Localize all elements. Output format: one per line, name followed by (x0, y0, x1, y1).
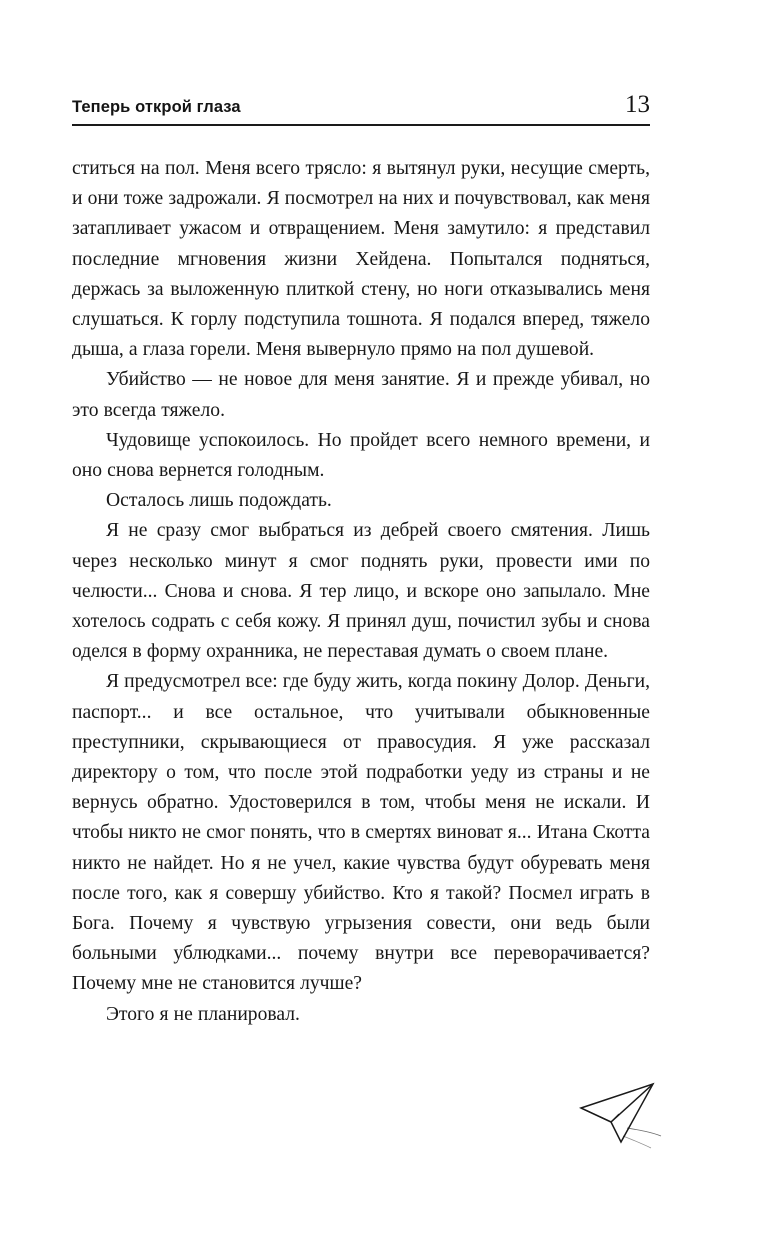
page-number: 13 (625, 91, 650, 118)
paragraph: ститься на пол. Меня всего трясло: я вытянул руки, несущие смерть, и они тоже задрожали. Я посмотрел на них и почувствовал, как меня затапливает ужасом и отвращением. Меня замутило: я представил последние мгновения жизни Хейдена. Попытался подняться, держась за выложенную плиткой стену, но ноги отказывались меня слушаться. К горлу подступила тошнота. Я подался вперед, тяжело дыша, а глаза горели. Меня вывернуло прямо на пол душевой. (72, 158, 650, 361)
paragraph: Я не сразу смог выбраться из дебрей своего смятения. Лишь через несколько минут я смог поднять руки, провести ими по челюсти... Снова и снова. Я тер лицо, и вскоре оно запылало. Мне хотелось содрать с себя кожу. Я принял душ, почистил зубы и снова оделся в форму охранника, не переставая думать о своем плане. (72, 520, 650, 663)
paper-plane-ornament (575, 1078, 690, 1158)
paragraph: Осталось лишь подождать. (106, 490, 332, 512)
paragraph: Чудовище успокоилось. Но пройдет всего немного времени, и оно снова вернется голодным. (72, 429, 650, 482)
header-divider (72, 124, 650, 126)
paragraph: Я предусмотрел все: где буду жить, когда покину Долор. Деньги, паспорт... и все остальное, что учитывали обыкновенные преступники, скрывающиеся от правосудия. Я уже рассказал директору о том, что после этой подработки уеду из страны и не вернусь обратно. Удостоверился в том, чтобы меня не искали. И чтобы никто не смог понять, что в смертях виноват я... Итана Скотта никто не найдет. Но я не учел, какие чувства будут обуревать меня после того, как я совершу убийство. Кто я такой? Посмел играть в Бога. Почему я чувствую угрызения совести, они ведь были больными ублюдками... почему внутри все переворачивается? Почему мне не становится лучше? (72, 671, 650, 995)
running-head (72, 92, 650, 117)
body-text (72, 154, 650, 1030)
paragraph: Этого я не планировал. (106, 1003, 300, 1025)
running-head-title: Теперь открой глаза (72, 98, 241, 116)
paragraph: Убийство — не новое для меня занятие. Я и прежде убивал, но это всегда тяжело. (72, 369, 650, 421)
